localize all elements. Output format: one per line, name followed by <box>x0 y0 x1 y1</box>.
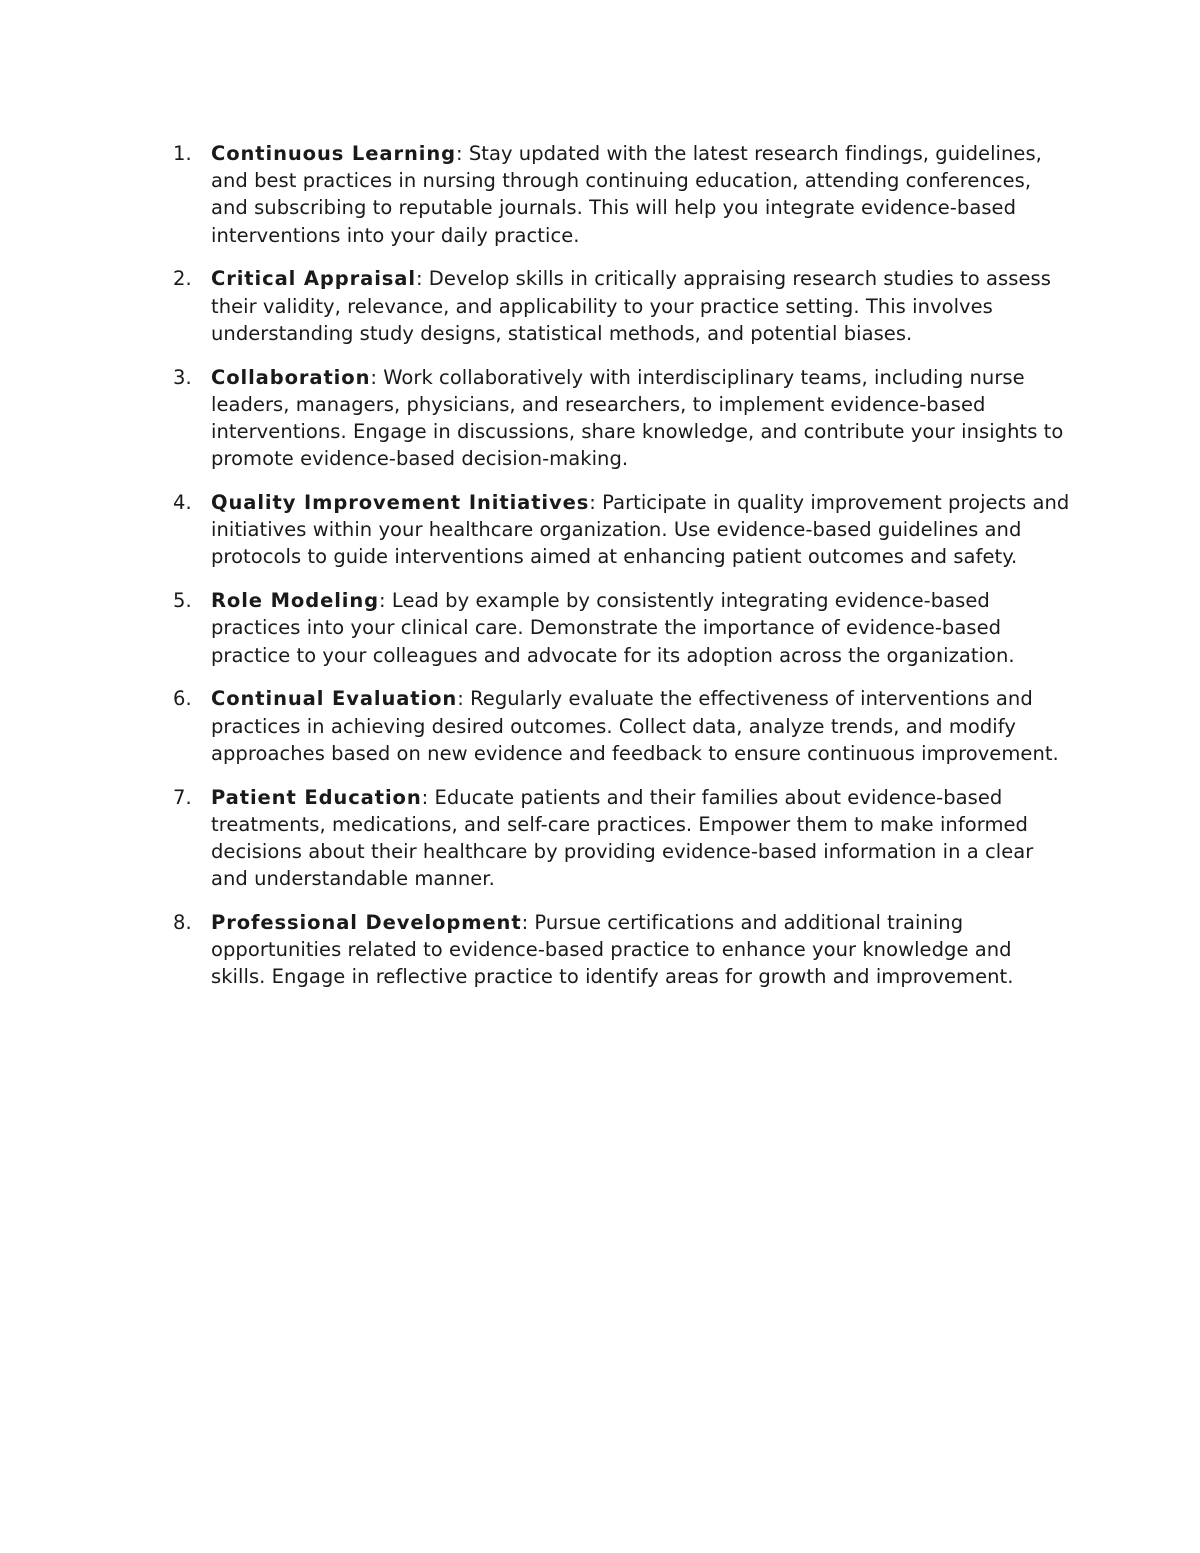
list-item <box>173 140 1071 249</box>
list-item <box>173 909 1071 991</box>
list-item-term: Quality Improvement Initiatives <box>211 491 590 515</box>
list-item-term: Professional Development <box>211 911 522 935</box>
list-item-text: : Lead by example by consistently integrating evidence-based practices into your clinical care. Demonstrate the importance of evidence-based practice to your colleagues and advocate for its adoption across the organization. <box>211 589 1015 667</box>
list-item-text: : Educate patients and their families about evidence-based treatments, medications, and self-care practices. Empower them to make informed decisions about their healthcare by providing evidence-based information in a clear and understandable manner. <box>211 785 1034 891</box>
list-item <box>173 364 1071 473</box>
list-item <box>173 265 1071 347</box>
list-item-number: 1. <box>173 142 192 165</box>
list-item <box>173 685 1071 767</box>
list-item-term: Continuous Learning <box>211 142 456 165</box>
list-item-number: 2. <box>173 267 192 291</box>
list-item-number: 7. <box>173 785 192 809</box>
list-item-number: 8. <box>173 911 192 935</box>
list-item-text: : Regularly evaluate the effectiveness of interventions and practices in achieving desired outcomes. Collect data, analyze trends, and modify approaches based on new evidence and feedback to ensure continuous improvement. <box>211 687 1059 765</box>
list-item-number: 6. <box>173 687 192 711</box>
list-item-text: : Develop skills in critically appraising research studies to assess their validity, relevance, and applicability to your practice setting. This involves understanding study designs, statistical methods, and potential biases. <box>211 267 1051 345</box>
list-item-term: Patient Education <box>211 785 422 809</box>
list-item-number: 4. <box>173 491 192 515</box>
list-item-number: 3. <box>173 365 192 389</box>
list-item <box>173 784 1071 893</box>
list-item-text: : Work collaboratively with interdisciplinary teams, including nurse leaders, managers, physicians, and researchers, to implement evidence-based interventions. Engage in discussions, share knowledge, and contribute your insights to promote evidence-based decision-making. <box>211 365 1064 471</box>
list-item-number: 5. <box>173 589 192 613</box>
list-item-term: Critical Appraisal <box>211 267 416 291</box>
list-item-text: : Stay updated with the latest research findings, guidelines, and best practices in nursing through continuing education, attending conferences, and subscribing to reputable journals. This will help you integrate evidence-based interventions into your daily practice. <box>211 142 1042 247</box>
numbered-list <box>173 140 1071 1007</box>
list-item <box>173 489 1071 571</box>
list-item <box>173 587 1071 669</box>
list-item-term: Continual Evaluation <box>211 687 458 711</box>
list-item-text: : Participate in quality improvement projects and initiatives within your healthcare organization. Use evidence-based guidelines and protocols to guide interventions aimed at enhancing patient outcomes and safety. <box>211 491 1070 569</box>
list-item-text: : Pursue certifications and additional training opportunities related to evidence-based practice to enhance your knowledge and skills. Engage in reflective practice to identify areas for growth and improvement. <box>211 911 1014 989</box>
list-item-term: Role Modeling <box>211 589 380 613</box>
list-item-term: Collaboration <box>211 365 371 389</box>
